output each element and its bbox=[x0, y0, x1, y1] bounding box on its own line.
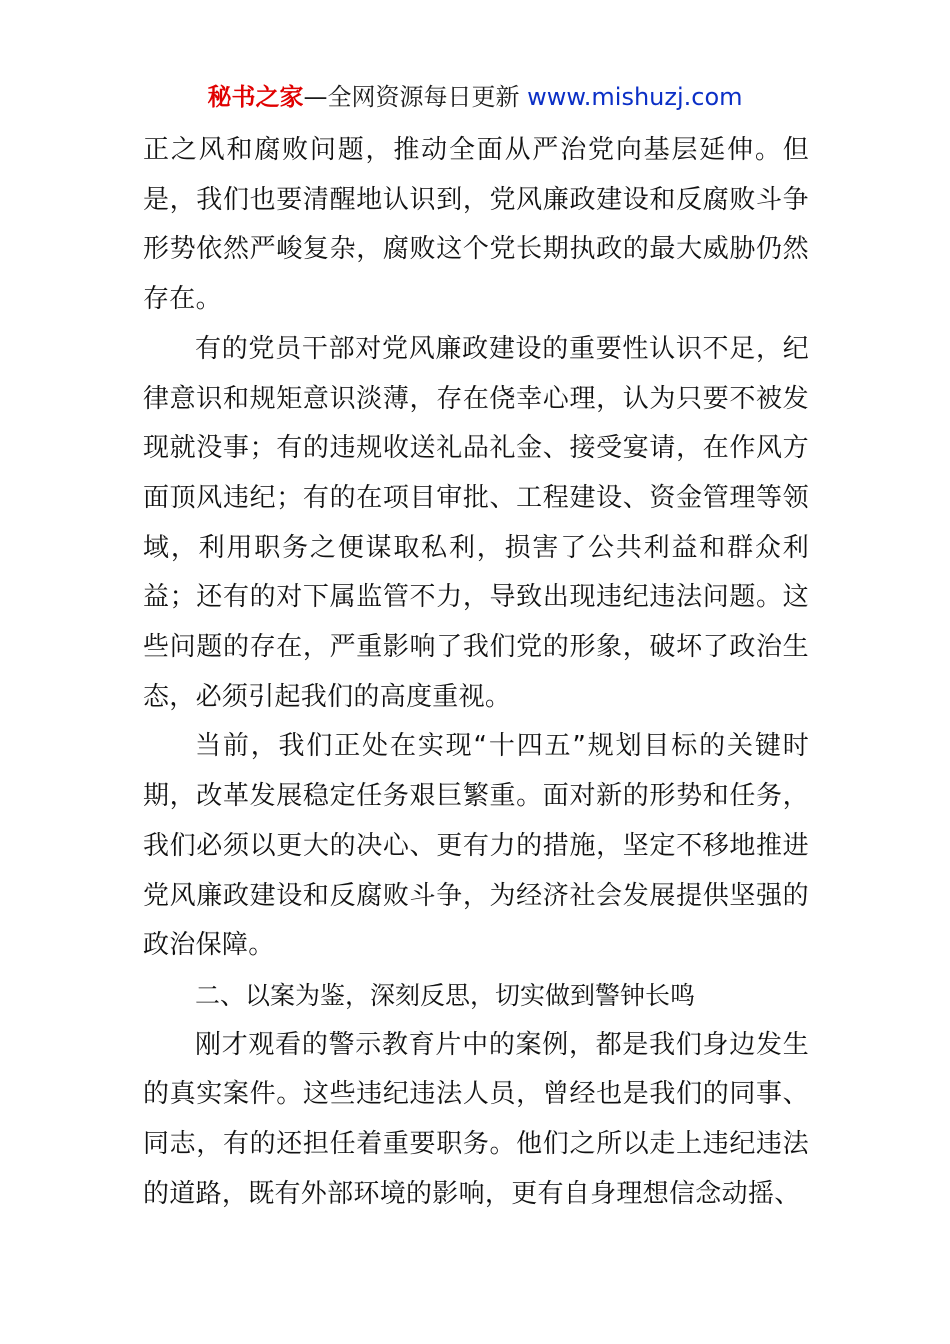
paragraph-continuation: 正之风和腐败问题，推动全面从严治党向基层延伸。但是，我们也要清醒地认识到，党风廉政建设和反腐败斗争形势依然严峻复杂，腐败这个党长期执政的最大威胁仍然存在。 bbox=[143, 135, 809, 315]
header-brand: 秘书之家 bbox=[207, 83, 304, 111]
paragraph: 有的党员干部对党风廉政建设的重要性认识不足，纪律意识和规矩意识淡薄，存在侥幸心理，认为只要不被发现就没事；有的违规收送礼品礼金、接受宴请，在作风方面顶风违纪；有的在项目审批、工程建设、资金管理等领域，利用职务之便谋取私利，损害了公共利益和群众利益；还有的对下属监管不力，导致出现违纪违法问题。这些问题的存在，严重影响了我们党的形象，破坏了政治生态，必须引起我们的高度重视。 bbox=[143, 333, 809, 712]
site-header bbox=[0, 80, 950, 114]
paragraph: 刚才观看的警示教育片中的案例，都是我们身边发生的真实案件。这些违纪违法人员，曾经也是我们的同事、同志，有的还担任着重要职务。他们之所以走上违纪违法的道路，既有外部环境的影响，更有自身理想信念动摇、 bbox=[143, 1029, 809, 1209]
paragraph: 当前，我们正处在实现“十四五”规划目标的关键时期，改革发展稳定任务艰巨繁重。面对新的形势和任务，我们必须以更大的决心、更有力的措施，坚定不移地推进党风廉政建设和反腐败斗争，为经济社会发展提供坚强的政治保障。 bbox=[143, 731, 809, 961]
document-body bbox=[143, 126, 809, 1219]
header-url-link[interactable]: www.mishuzj.com bbox=[527, 83, 743, 111]
section-heading: 二、以案为鉴，深刻反思，切实做到警钟长鸣 bbox=[195, 980, 696, 1010]
header-tagline: —全网资源每日更新 bbox=[303, 83, 520, 111]
